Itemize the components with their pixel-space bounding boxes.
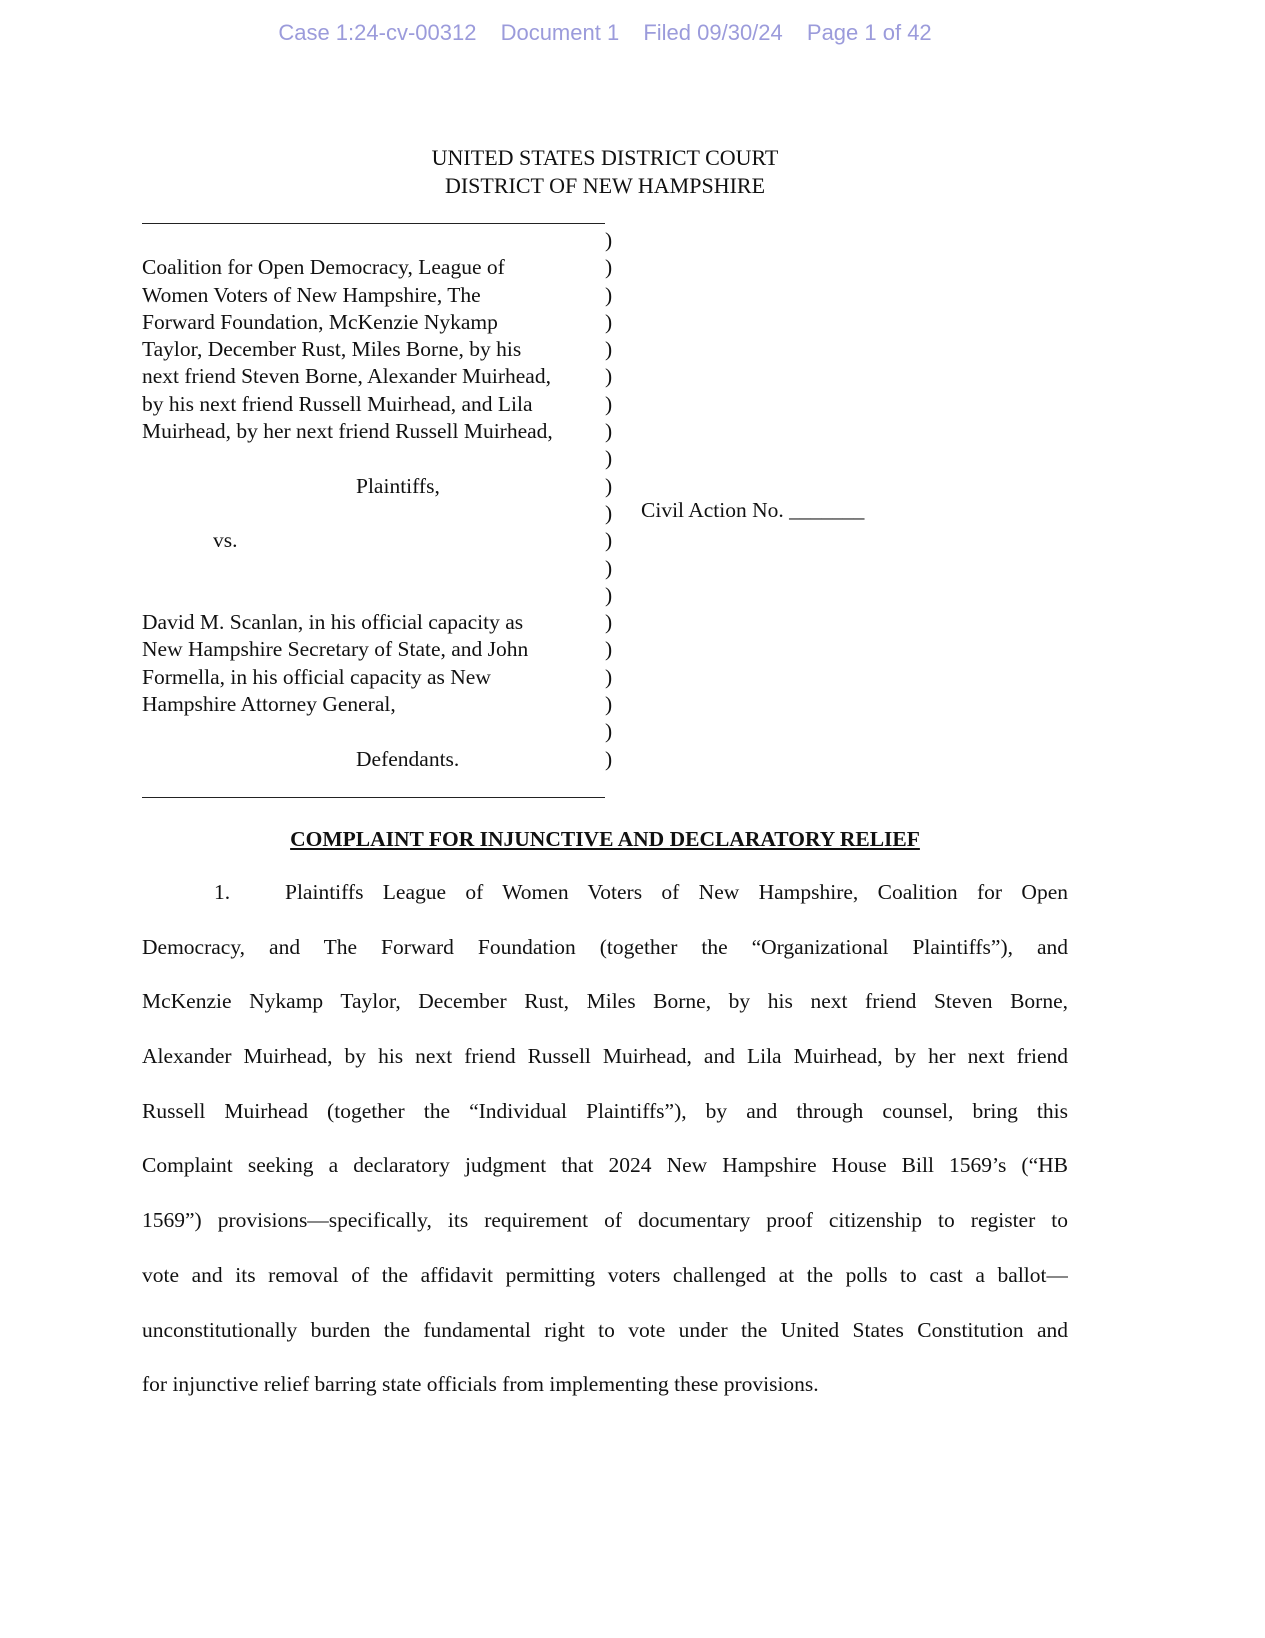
paragraph-line xyxy=(142,1095,1068,1150)
defendant-line: New Hampshire Secretary of State, and John xyxy=(142,637,529,662)
civil-action-number: Civil Action No. _______ xyxy=(641,498,865,522)
plaintiff-line: next friend Steven Borne, Alexander Muirhead, xyxy=(142,364,551,389)
paragraph-line-text: 1569”) provisions—specifically, its requirement of documentary proof citizenship to register to xyxy=(142,1208,1068,1233)
paragraph-line xyxy=(142,1368,1068,1423)
caption-row xyxy=(142,691,622,718)
plaintiff-line: Women Voters of New Hampshire, The xyxy=(142,282,481,307)
caption-row xyxy=(142,582,622,609)
paragraph-line xyxy=(142,1040,1068,1095)
paragraph-line-text: McKenzie Nykamp Taylor, December Rust, Miles Borne, by his next friend Steven Borne, xyxy=(142,989,1068,1014)
caption-row xyxy=(142,445,622,472)
caption-paren: ) xyxy=(605,228,613,252)
court-name xyxy=(0,144,1210,200)
caption-paren: ) xyxy=(605,309,613,334)
caption-paren: ) xyxy=(605,282,613,307)
court-line-1: UNITED STATES DISTRICT COURT xyxy=(431,145,779,170)
plaintiff-line: Muirhead, by her next friend Russell Muirhead, xyxy=(142,419,553,444)
case-number: Case 1:24-cv-00312 xyxy=(278,20,477,45)
caption-paren: ) xyxy=(605,255,613,280)
paragraph-line xyxy=(142,1204,1068,1259)
caption-row xyxy=(142,473,622,500)
caption-row xyxy=(142,391,622,418)
caption-paren: ) xyxy=(605,719,613,744)
caption-paren: ) xyxy=(605,610,613,635)
paragraph-line-text: for injunctive relief barring state officials from implementing these provisions. xyxy=(142,1372,819,1397)
caption-paren: ) xyxy=(605,337,613,362)
caption-paren: ) xyxy=(605,637,613,662)
paragraph-1 xyxy=(142,876,1068,1423)
court-line-2: DISTRICT OF NEW HAMPSHIRE xyxy=(444,173,766,198)
plaintiffs-label: Plaintiffs, xyxy=(356,473,440,498)
caption-row xyxy=(142,254,622,281)
caption-row xyxy=(142,609,622,636)
caption-row xyxy=(142,636,622,663)
paragraph-line xyxy=(142,985,1068,1040)
page-count: Page 1 of 42 xyxy=(806,20,932,45)
plaintiff-line: Forward Foundation, McKenzie Nykamp xyxy=(142,309,498,334)
plaintiff-line: Taylor, December Rust, Miles Borne, by his xyxy=(142,337,522,362)
caption-row xyxy=(142,746,622,773)
case-caption xyxy=(142,227,622,773)
caption-paren: ) xyxy=(605,446,613,471)
caption-paren: ) xyxy=(605,473,613,498)
paragraph-line-text: Alexander Muirhead, by his next friend Russell Muirhead, and Lila Muirhead, by her next friend xyxy=(142,1044,1068,1069)
plaintiff-line: Coalition for Open Democracy, League of xyxy=(142,255,505,280)
caption-bottom-rule xyxy=(142,797,605,798)
paragraph-line-text: unconstitutionally burden the fundamental right to vote under the United States Constitution and xyxy=(142,1317,1068,1342)
caption-row xyxy=(142,282,622,309)
caption-top-rule xyxy=(142,223,605,224)
paragraph-line-text: Russell Muirhead (together the “Individual Plaintiffs”), by and through counsel, bring this xyxy=(142,1098,1068,1123)
defendant-line: Formella, in his official capacity as New xyxy=(142,664,491,689)
paragraph-number: 1. xyxy=(214,880,231,904)
caption-row xyxy=(142,309,622,336)
caption-row xyxy=(142,664,622,691)
versus-label: vs. xyxy=(213,528,238,553)
caption-row xyxy=(142,527,622,554)
caption-paren: ) xyxy=(605,582,613,607)
paragraph-line xyxy=(142,931,1068,986)
caption-paren: ) xyxy=(605,528,613,553)
document-number: Document 1 xyxy=(500,20,620,45)
ecf-header xyxy=(0,20,1210,46)
caption-paren: ) xyxy=(605,746,613,771)
caption-paren: ) xyxy=(605,500,613,525)
caption-paren: ) xyxy=(605,555,613,580)
defendant-line: David M. Scanlan, in his official capacity as xyxy=(142,610,524,635)
paragraph-line xyxy=(142,1149,1068,1204)
caption-row xyxy=(142,718,622,745)
paragraph-line-text: Complaint seeking a declaratory judgment that 2024 New Hampshire House Bill 1569’s (“HB xyxy=(142,1153,1068,1178)
caption-row xyxy=(142,418,622,445)
caption-paren: ) xyxy=(605,664,613,689)
caption-paren: ) xyxy=(605,692,613,717)
caption-paren: ) xyxy=(605,391,613,416)
caption-paren: ) xyxy=(605,364,613,389)
paragraph-line xyxy=(142,1259,1068,1314)
defendants-label: Defendants. xyxy=(356,746,460,771)
caption-row xyxy=(142,336,622,363)
paragraph-line-text: Plaintiffs League of Women Voters of New Hampshire, Coalition for Open xyxy=(285,880,1068,904)
paragraph-line-text: vote and its removal of the affidavit permitting voters challenged at the polls to cast a ballot— xyxy=(142,1262,1068,1287)
paragraph-line xyxy=(142,1314,1068,1369)
plaintiff-line: by his next friend Russell Muirhead, and Lila xyxy=(142,391,533,416)
defendant-line: Hampshire Attorney General, xyxy=(142,692,396,717)
caption-row xyxy=(142,363,622,390)
caption-row xyxy=(142,227,622,254)
document-title: COMPLAINT FOR INJUNCTIVE AND DECLARATORY RELIEF xyxy=(290,827,920,851)
paragraph-line xyxy=(142,876,1068,931)
paragraph-line-text: Democracy, and The Forward Foundation (together the “Organizational Plaintiffs”), and xyxy=(142,934,1068,959)
filed-date: Filed 09/30/24 xyxy=(643,20,783,45)
caption-paren: ) xyxy=(605,419,613,444)
caption-row xyxy=(142,555,622,582)
caption-row xyxy=(142,500,622,527)
